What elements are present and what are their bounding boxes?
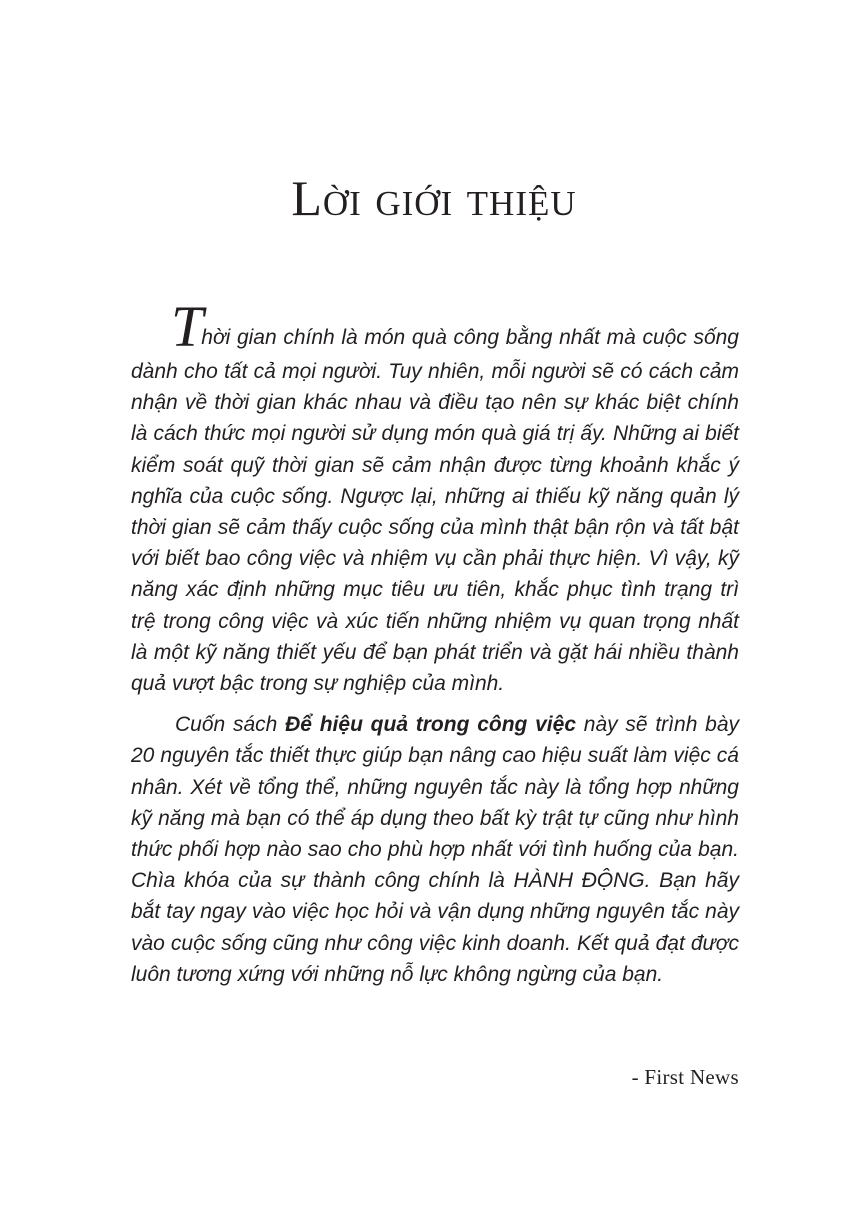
paragraph-book-rest: này sẽ trình bày 20 nguyên tắc thiết thực giúp bạn nâng cao hiệu suất làm việc cá nhân. Xét về tổng thể, những nguyên tắc này là tổng hợp những kỹ năng mà bạn có thể áp dụng theo bất kỳ trật tự cũng như hình thức phối hợp nào sao cho phù hợp nhất với tình huống của bạn. Chìa khóa của sự thành công chính là HÀNH ĐỘNG. Bạn hãy bắt tay ngay vào việc học hỏi và vận dụng những nguyên tắc này vào cuộc sống cũng như công việc kinh doanh. Kết quả đạt được luôn tương xứng với những nỗ lực không ngừng của bạn. [131,713,739,986]
body-text [131,294,739,990]
drop-cap: T [171,294,202,359]
page-title: Lời giới thiệu [291,170,577,226]
paragraph-intro-text: hời gian chính là món quà công bằng nhất mà cuộc sống dành cho tất cả mọi người. Tuy nhiên, mỗi người sẽ có cách cảm nhận về thời gian khác nhau và điều tạo nên sự khác biệt chính là cách thức mọi người sử dụng món quà giá trị ấy. Những ai biết kiểm soát quỹ thời gian sẽ cảm nhận được từng khoảnh khắc ý nghĩa của cuộc sống. Ngược lại, những ai thiếu kỹ năng quản lý thời gian sẽ cảm thấy cuộc sống của mình thật bận rộn và tất bật với biết bao công việc và nhiệm vụ cần phải thực hiện. Vì vậy, kỹ năng xác định những mục tiêu ưu tiên, khắc phục tình trạng trì trệ trong công việc và xúc tiến những nhiệm vụ quan trọng nhất là một kỹ năng thiết yếu để bạn phát triển và gặt hái nhiều thành quả vượt bậc trong sự nghiệp của mình. [131,326,739,696]
signature: - First News [631,1065,739,1089]
book-title: Để hiệu quả trong công việc [285,713,576,737]
paragraph-book [131,709,739,990]
paragraph-book-lead: Cuốn sách [175,713,286,737]
paragraph-intro [131,294,739,699]
